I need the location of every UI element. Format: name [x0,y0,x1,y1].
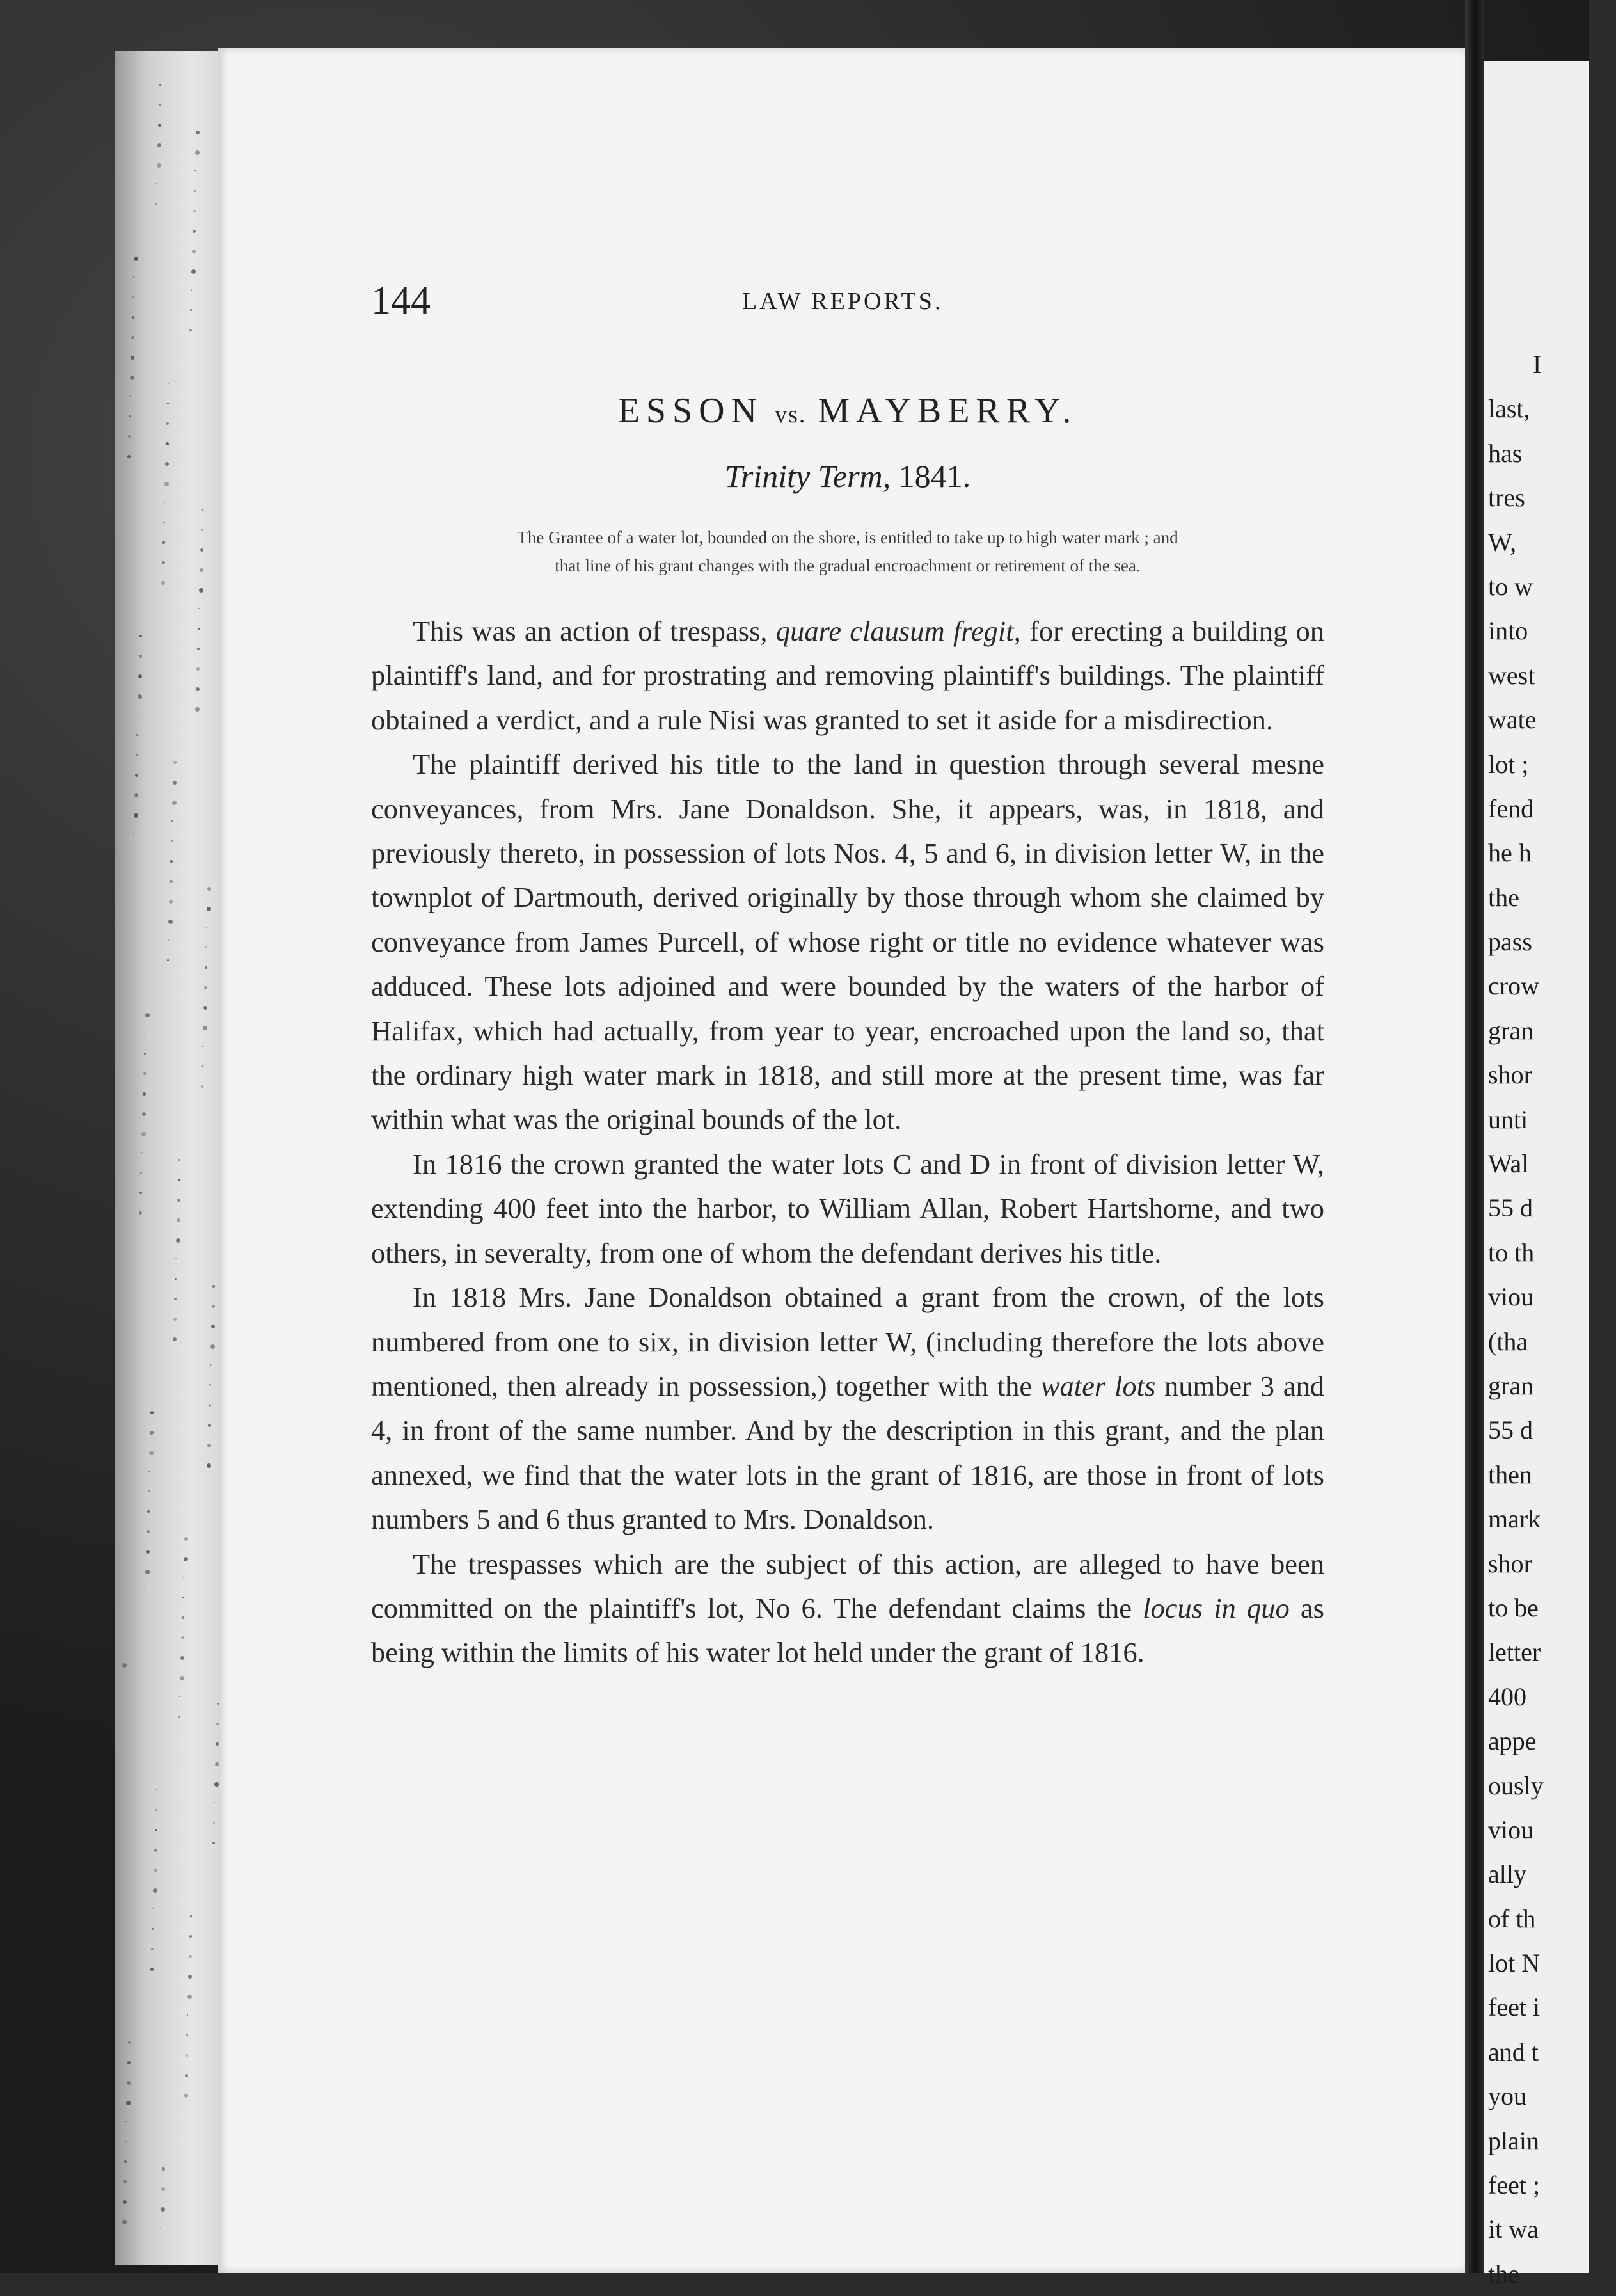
facing-page-line: feet ; [1488,2171,1541,2200]
scan-speck [212,1305,215,1308]
scan-speck [164,502,165,503]
scan-speck [145,1013,150,1017]
scan-speck [155,1829,157,1831]
scan-speck [170,880,173,883]
scan-speck [164,482,169,486]
scan-speck [171,820,173,822]
facing-page-line: into [1488,616,1528,646]
scan-speck [125,2141,127,2142]
scan-speck [126,2101,131,2105]
scan-speck [190,1915,192,1917]
scan-speck [122,2220,127,2224]
scan-speck [206,927,207,928]
facing-page-line: 55 d [1488,1193,1533,1223]
scan-speck [167,403,169,404]
facing-page-line: shor [1488,1060,1532,1090]
scan-speck [139,1211,142,1215]
scan-speck [131,336,134,339]
facing-page-line: then [1488,1460,1532,1489]
scan-speck [131,356,134,360]
scan-speck [167,959,169,961]
facing-page-line: and t [1488,2037,1539,2066]
scan-speck [185,2074,188,2077]
scan-speck [122,77,123,78]
scan-speck [155,203,157,205]
facing-page-line: last, [1488,394,1530,424]
scan-speck [207,887,211,891]
scan-speck [193,210,196,212]
scan-speck [144,1053,146,1055]
facing-page [1484,61,1589,2288]
scan-speck [156,183,157,184]
scan-speck [201,1085,203,1088]
scan-speck [127,455,131,458]
facing-page-line: he h [1488,838,1532,868]
scan-speck [123,2200,127,2204]
headnote [371,523,1324,580]
paragraph [371,609,1324,742]
scan-speck [177,1199,180,1202]
scan-speck [154,1869,157,1872]
facing-page-line: shor [1488,1549,1532,1578]
scan-speck [141,1152,142,1153]
scan-speck [146,1550,150,1554]
facing-page-line: west [1488,660,1535,690]
scan-speck [184,1557,188,1561]
case-title-plaintiff: ESSON [617,391,764,431]
scan-speck [150,1411,154,1414]
facing-page-line: appe [1488,1726,1537,1756]
facing-page-line: the [1488,882,1519,912]
scan-speck [208,1424,211,1427]
scan-speck [134,813,138,818]
scan-speck [152,1928,154,1930]
scan-speck [160,2227,161,2228]
scan-speck [174,1298,177,1300]
scan-speck [183,1577,184,1578]
scan-speck [141,1132,146,1136]
scan-speck [128,435,131,438]
scan-speck [214,1802,215,1803]
scan-speck [190,309,192,311]
scan-speck [203,1026,207,1030]
paragraph [371,1275,1324,1542]
scan-speck [138,674,142,678]
scan-speck [140,1172,142,1174]
scan-speck [132,316,134,319]
scan-speck [194,190,196,192]
scan-speck [136,734,138,736]
scan-speck [139,635,142,637]
italic-phrase: water lots [1040,1369,1156,1402]
scan-speck [203,1006,207,1010]
facing-page-line: ally [1488,1860,1526,1889]
scan-speck [163,522,165,523]
scan-speck [178,1179,180,1181]
facing-page-line: you [1488,2082,1526,2111]
scan-speck [151,1948,154,1950]
scan-speck [207,907,211,911]
scan-speck [184,2094,188,2098]
scan-speck [189,1935,192,1938]
facing-page-line: tres [1488,483,1525,513]
scan-speck [129,415,131,417]
scan-speck [169,900,173,904]
scan-speck [196,131,200,134]
scan-speck [153,1888,157,1893]
scan-speck [130,376,134,380]
scan-speck [162,541,165,544]
scan-speck [155,1809,157,1811]
facing-page-line: pass [1488,927,1532,957]
scan-speck [133,276,134,278]
facing-page-line: the [1488,2259,1519,2288]
scan-speck [159,84,161,86]
scan-speck [189,1955,192,1958]
scan-speck [213,1822,215,1824]
scan-speck [168,920,173,924]
scan-speck [133,833,134,834]
scan-speck [161,581,165,585]
scan-speck [184,1537,188,1541]
italic-phrase: locus in quo [1143,1591,1290,1624]
scan-speck [145,1033,146,1034]
facing-page-line: to w [1488,571,1533,601]
scan-speck [178,1159,180,1161]
scan-speck [139,655,142,658]
paragraph-text: The trespasses which are the subject of this action, are alleged to have been committed on the plaintiff's lot, No 6. The defendant claims the [371,1547,1324,1624]
scan-speck [204,986,207,989]
scan-speck [168,383,169,384]
scan-speck [194,170,196,171]
scan-speck [187,1995,192,1999]
scan-speck [132,296,134,298]
scan-speck [138,694,142,699]
scan-speck [162,561,165,564]
scan-speck [187,2014,188,2016]
scan-speck [215,1762,219,1766]
facing-page-line: wate [1488,705,1537,735]
scan-speck [201,529,203,531]
scan-speck [173,761,177,764]
scan-speck [175,1258,177,1259]
paragraph [371,1542,1324,1675]
facing-page-line: has [1488,438,1523,468]
scan-speck [191,269,196,274]
scan-speck [152,1908,154,1909]
scan-speck [173,1337,177,1341]
facing-page-line: lot ; [1488,749,1529,779]
scan-speck [172,801,177,805]
scan-speck [212,1842,215,1844]
scan-speck [148,1471,150,1472]
running-head: LAW REPORTS. [742,288,944,315]
facing-page-line: fend [1488,793,1534,823]
facing-page-line: to th [1488,1238,1535,1267]
scan-speck [180,1656,184,1660]
scan-speck [150,1968,154,1971]
facing-page-line: unti [1488,1104,1528,1134]
scan-speck [212,1285,215,1288]
scan-speck [217,1703,219,1705]
scan-speck [198,608,200,609]
scan-speck [202,1065,203,1067]
case-title-vs: vs. [775,401,807,428]
scan-speck [137,714,138,715]
book-gutter [1465,0,1484,2273]
scan-speck [125,2121,127,2122]
facing-page-line: of th [1488,1904,1536,1933]
scan-speck [156,1789,157,1790]
scan-speck [148,1490,150,1492]
scan-speck [210,1364,211,1366]
page-header [371,278,1324,330]
book-page-edges [115,51,224,2265]
facing-page-line: feet i [1488,1993,1541,2022]
scan-speck [195,150,200,155]
scan-speck [211,1325,215,1328]
case-title [371,390,1324,431]
scan-speck [200,548,203,552]
scan-speck [142,1112,146,1116]
headnote-line: The Grantee of a water lot, bounded on the shore, is entitled to take up to high water mark ; and [517,528,1178,547]
scan-speck [209,1404,211,1407]
scan-speck [161,2187,165,2191]
paragraph: The plaintiff derived his title to the land in question through several mesne conveyances, from Mrs. Jane Donaldson. She, it appears, was, in 1818, and previously thereto, in possession of lots Nos. 4, 5 and 6, in division letter W, in the townplot of Dartmouth, derived originally by those through whom she claimed by conveyance from James Purcell, of whose right or title no evidence whatever was adduced. These lots adjoined and were bounded by the waters of the harbor of Halifax, which had actually, from year to year, encroached upon the land so, that the ordinary high water mark in 1818, and still more at the present time, was far within what was the original bounds of the lot. [371,748,1324,1136]
facing-page-line: (tha [1488,1327,1528,1356]
scan-speck [199,588,203,593]
scan-speck [127,2081,131,2085]
facing-page-text [1488,342,1616,2296]
scan-speck [179,1696,180,1697]
scan-speck [198,628,200,630]
scan-speck [186,2034,188,2036]
scan-speck [200,568,203,572]
scan-speck [143,1092,146,1096]
paragraph-text: for erecting a building on plaintiff's land, and for prostrating and removing plaintiff's buildings. The plaintiff obtained a verdict, and a rule Nisi was granted to set it aside for a misdirection. [371,615,1325,736]
scan-speck [202,509,203,511]
paragraph-text: number 3 and 4, in front of the same number. And by the description in this grant, and the plan annexed, we find that the water lots in the grant of 1816, are those in front of lots numbers 5 and 6 thus granted to Mrs. Donaldson. [371,1369,1324,1536]
scan-speck [143,1072,146,1075]
scan-speck [191,289,192,291]
italic-phrase: quare clausum fregit, [775,615,1021,647]
page-number: 144 [371,279,431,323]
scan-speck [178,1716,180,1718]
scan-speck [210,1344,215,1349]
scan-speck [186,2054,188,2057]
case-title-defendant: MAYBERRY. [818,391,1078,431]
case-body [371,609,1324,1675]
facing-page-line: mark [1488,1504,1541,1534]
scan-speck [161,2207,165,2212]
scan-speck [159,104,161,106]
scan-speck [127,2061,131,2064]
facing-page-line: it wa [1488,2215,1539,2244]
scan-speck [173,781,177,785]
scan-speck [162,2167,165,2171]
facing-page-line: viou [1488,1282,1534,1312]
scan-speck [192,250,196,253]
facing-page-line: W, [1488,527,1517,557]
facing-page-line: ously [1488,1771,1544,1800]
scan-speck [188,1975,192,1979]
scan-speck [165,462,169,466]
scan-speck [166,422,169,425]
facing-page-line: viou [1488,1815,1534,1844]
scan-speck [149,1451,154,1455]
facing-page-line: lot N [1488,1949,1541,1978]
case-term [371,458,1324,495]
scan-speck [195,707,200,712]
scan-speck [202,1046,203,1047]
scan-speck [147,1530,150,1533]
scan-speck [176,1238,180,1243]
scan-speck [134,793,138,797]
scan-speck [182,1616,184,1619]
facing-page-line: crow [1488,971,1539,1001]
scan-speck [216,1742,219,1746]
facing-page-line: to be [1488,1593,1539,1622]
facing-page-line: gran [1488,1371,1534,1400]
scan-speck [214,1782,219,1787]
scan-speck [170,860,173,863]
scan-speck [197,648,200,650]
scan-speck [145,1590,146,1591]
scan-speck [124,2160,127,2163]
scan-speck [207,1463,211,1468]
scan-speck [129,395,131,397]
scan-speck [150,1431,154,1435]
term-name: Trinity Term, [724,458,891,494]
facing-page-line: plain [1488,2126,1539,2155]
scan-speck [154,1849,157,1852]
scan-speck [134,257,138,261]
scan-speck [193,230,196,233]
scan-speck [145,1570,150,1574]
facing-page-line: I [1533,350,1542,379]
scan-speck [181,1636,184,1639]
scan-speck [157,163,161,168]
scan-speck [168,939,169,941]
scan-speck [166,442,169,445]
scan-speck [122,1663,127,1668]
facing-page-line: letter [1488,1638,1541,1667]
scan-speck [128,2041,131,2044]
facing-page-line: 400 [1488,1682,1526,1711]
paragraph-text: In 1818 Mrs. Jane Donaldson obtained a grant from the crown, of the lots numbered from one to six, in division letter W, (including therefore the lots above mentioned, then already in possession,) together with the [371,1281,1324,1402]
paragraph: In 1816 the crown granted the water lots C and D in front of division letter W, extending 400 feet into the harbor, to William Allan, Robert Hartshorne, and two others, in severalty, from one of whom the defendant derives his title. [371,1147,1324,1269]
paragraph-text: This was an action of trespass, [413,615,776,647]
headnote-line: that line of his grant changes with the gradual encroachment or retirement of the sea. [555,556,1141,575]
scan-speck [175,1278,177,1280]
scan-speck [123,2180,127,2183]
scan-speck [209,1384,211,1386]
scan-speck [205,966,207,969]
scan-speck [207,1444,211,1447]
scan-speck [205,946,207,948]
scan-speck [180,1676,184,1680]
paragraph-text: as being within the limits of his water lot held under the grant of 1816. [371,1591,1325,1669]
facing-page-line: Wal [1488,1149,1529,1179]
term-year: 1841. [898,458,971,494]
scan-speck [196,667,200,671]
scan-speck [189,329,192,331]
scan-speck [177,1218,180,1222]
facing-page-line: gran [1488,1016,1534,1045]
scan-speck [171,840,173,842]
scan-speck [196,687,200,691]
scan-speck [135,774,138,777]
scan-speck [216,1723,219,1725]
scan-speck [139,1192,142,1194]
scan-speck [173,1318,177,1321]
scan-speck [157,143,161,147]
facing-page-line: 55 d [1488,1415,1533,1445]
scan-speck [158,124,161,127]
scan-speck [147,1510,150,1513]
scan-speck [136,754,138,756]
scan-speck [182,1597,184,1598]
scan-speck [122,1683,123,1684]
